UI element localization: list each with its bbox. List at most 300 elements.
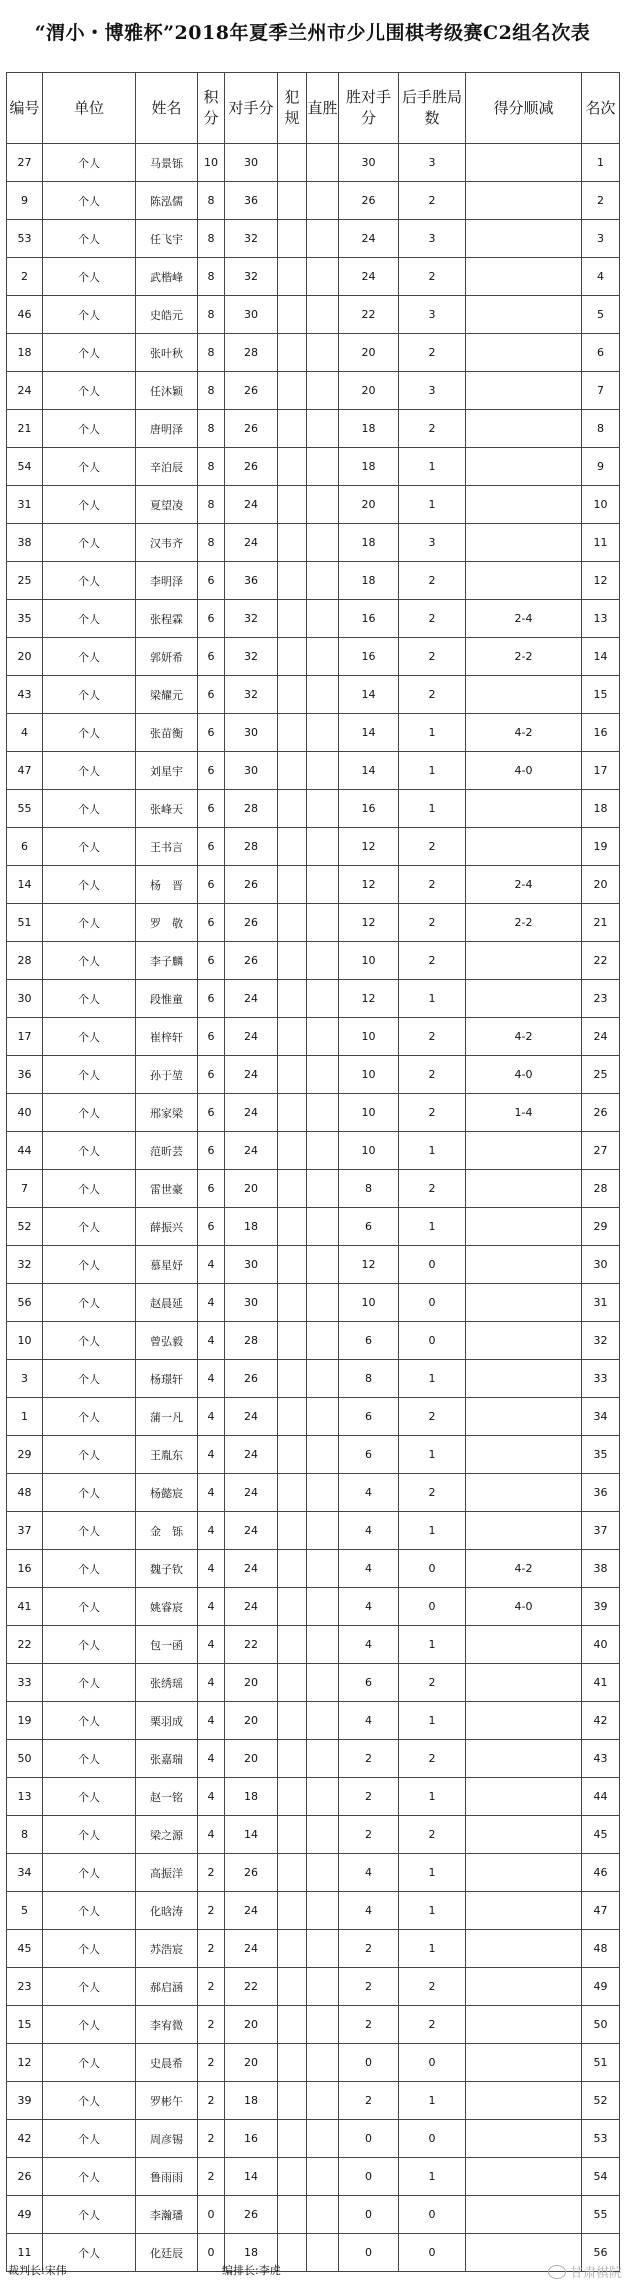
table-cell	[278, 600, 307, 638]
table-cell: 50	[7, 1740, 43, 1778]
table-cell	[278, 676, 307, 714]
table-cell: 20	[339, 486, 399, 524]
table-cell: 6	[198, 904, 225, 942]
table-cell: 6	[339, 1398, 399, 1436]
table-cell: 41	[582, 1664, 620, 1702]
table-cell: 2	[399, 942, 466, 980]
table-cell: 6	[198, 562, 225, 600]
table-cell	[278, 144, 307, 182]
table-cell: 赵一铭	[136, 1778, 198, 1816]
table-cell: 50	[582, 2006, 620, 2044]
table-cell: 17	[7, 1018, 43, 1056]
table-cell: 个人	[43, 334, 136, 372]
table-cell: 3	[399, 144, 466, 182]
table-cell: 姚睿宸	[136, 1588, 198, 1626]
table-cell: 8	[198, 524, 225, 562]
table-cell	[466, 1626, 582, 1664]
table-cell	[307, 2158, 339, 2196]
table-cell	[307, 1550, 339, 1588]
table-cell	[278, 1930, 307, 1968]
table-cell: 20	[339, 334, 399, 372]
wechat-icon	[548, 2265, 566, 2279]
table-cell	[278, 258, 307, 296]
table-row	[7, 1778, 620, 1816]
table-cell	[278, 1892, 307, 1930]
table-cell: 2	[399, 600, 466, 638]
table-cell: 孙于堃	[136, 1056, 198, 1094]
table-row	[7, 372, 620, 410]
table-cell	[307, 1816, 339, 1854]
table-cell: 25	[582, 1056, 620, 1094]
table-cell: 7	[582, 372, 620, 410]
table-cell	[307, 1740, 339, 1778]
table-row	[7, 2082, 620, 2120]
table-cell: 53	[7, 220, 43, 258]
table-cell: 32	[225, 676, 278, 714]
table-cell: 2	[399, 410, 466, 448]
table-cell: 个人	[43, 714, 136, 752]
table-cell	[307, 1512, 339, 1550]
table-cell: 个人	[43, 562, 136, 600]
table-cell	[466, 1360, 582, 1398]
table-cell	[307, 372, 339, 410]
table-cell: 个人	[43, 752, 136, 790]
table-cell: 6	[339, 1436, 399, 1474]
table-cell: 1	[399, 1854, 466, 1892]
table-cell: 2	[339, 1740, 399, 1778]
table-cell: 1	[399, 790, 466, 828]
table-cell: 14	[339, 714, 399, 752]
table-cell: 个人	[43, 980, 136, 1018]
table-cell: 4	[339, 1474, 399, 1512]
table-cell: 24	[225, 486, 278, 524]
table-cell: 24	[225, 1588, 278, 1626]
table-cell: 杨 晋	[136, 866, 198, 904]
table-cell: 苏浩宸	[136, 1930, 198, 1968]
table-cell: 0	[339, 2234, 399, 2272]
table-cell: 4	[198, 1322, 225, 1360]
table-row	[7, 1930, 620, 1968]
table-cell	[278, 2006, 307, 2044]
table-cell: 32	[225, 600, 278, 638]
table-cell: 23	[582, 980, 620, 1018]
table-cell: 26	[339, 182, 399, 220]
table-cell: 41	[7, 1588, 43, 1626]
table-cell	[307, 448, 339, 486]
table-cell: 4	[198, 1740, 225, 1778]
table-row	[7, 1512, 620, 1550]
table-cell	[307, 828, 339, 866]
table-cell: 2	[198, 2006, 225, 2044]
table-row	[7, 562, 620, 600]
table-cell	[466, 220, 582, 258]
table-cell: 24	[225, 1436, 278, 1474]
table-cell	[278, 638, 307, 676]
table-cell: 夏望凌	[136, 486, 198, 524]
table-cell: 2	[399, 1398, 466, 1436]
table-cell: 8	[198, 334, 225, 372]
table-cell: 24	[225, 1056, 278, 1094]
table-cell: 1	[399, 1892, 466, 1930]
table-cell: 个人	[43, 1740, 136, 1778]
table-cell: 16	[339, 638, 399, 676]
table-cell: 2	[399, 1816, 466, 1854]
table-cell	[278, 1056, 307, 1094]
table-cell: 13	[7, 1778, 43, 1816]
table-cell	[278, 1284, 307, 1322]
table-cell	[307, 1588, 339, 1626]
table-cell: 0	[399, 2234, 466, 2272]
table-cell	[278, 334, 307, 372]
table-cell: 2	[198, 1968, 225, 2006]
table-cell: 2	[399, 1018, 466, 1056]
table-cell	[278, 1740, 307, 1778]
table-cell: 2	[399, 1664, 466, 1702]
table-cell: 个人	[43, 2158, 136, 2196]
table-cell	[278, 2044, 307, 2082]
table-cell	[307, 1246, 339, 1284]
table-cell: 个人	[43, 524, 136, 562]
table-cell: 2	[399, 2006, 466, 2044]
table-cell: 2	[399, 904, 466, 942]
table-cell: 史皓元	[136, 296, 198, 334]
table-cell	[466, 1968, 582, 2006]
table-cell: 24	[225, 1474, 278, 1512]
table-row	[7, 2234, 620, 2272]
table-cell: 19	[7, 1702, 43, 1740]
table-cell: 个人	[43, 1550, 136, 1588]
table-cell: 32	[225, 258, 278, 296]
table-cell	[307, 1284, 339, 1322]
table-cell: 2	[339, 1778, 399, 1816]
table-cell: 2	[399, 1056, 466, 1094]
table-cell	[278, 1132, 307, 1170]
table-cell: 4-0	[466, 1056, 582, 1094]
table-cell: 30	[225, 714, 278, 752]
table-cell	[278, 714, 307, 752]
table-cell: 8	[339, 1360, 399, 1398]
table-cell: 1	[399, 714, 466, 752]
table-cell: 21	[582, 904, 620, 942]
table-cell: 1	[399, 2082, 466, 2120]
table-cell	[307, 1018, 339, 1056]
table-cell: 26	[582, 1094, 620, 1132]
table-cell	[466, 2158, 582, 2196]
table-cell: 郭妍希	[136, 638, 198, 676]
table-cell: 邢家梁	[136, 1094, 198, 1132]
table-cell: 个人	[43, 1474, 136, 1512]
table-cell: 14	[582, 638, 620, 676]
table-cell	[278, 220, 307, 258]
table-cell: 6	[198, 1208, 225, 1246]
table-cell: 4	[198, 1436, 225, 1474]
table-cell: 蒲一凡	[136, 1398, 198, 1436]
table-cell: 5	[7, 1892, 43, 1930]
table-cell: 6	[198, 600, 225, 638]
table-cell: 2	[399, 1968, 466, 2006]
table-cell: 1	[7, 1398, 43, 1436]
table-row	[7, 1170, 620, 1208]
table-cell: 9	[582, 448, 620, 486]
table-row	[7, 220, 620, 258]
table-cell: 2-4	[466, 600, 582, 638]
table-cell: 武楷峰	[136, 258, 198, 296]
table-cell: 个人	[43, 182, 136, 220]
table-cell: 1	[399, 1132, 466, 1170]
table-cell: 24	[225, 1892, 278, 1930]
table-cell: 3	[399, 372, 466, 410]
table-cell	[307, 638, 339, 676]
table-cell: 27	[7, 144, 43, 182]
table-cell: 2	[399, 334, 466, 372]
table-cell: 6	[198, 752, 225, 790]
table-cell	[466, 448, 582, 486]
table-cell: 个人	[43, 1664, 136, 1702]
table-cell: 20	[225, 1740, 278, 1778]
referee-label: 裁判长:宋伟	[8, 2264, 67, 2277]
table-cell: 20	[339, 372, 399, 410]
table-cell: 4	[198, 1550, 225, 1588]
table-cell	[307, 714, 339, 752]
table-row	[7, 1436, 620, 1474]
table-cell	[278, 1246, 307, 1284]
table-cell	[466, 1322, 582, 1360]
table-cell: 个人	[43, 790, 136, 828]
table-cell: 6	[198, 790, 225, 828]
table-cell: 35	[7, 600, 43, 638]
table-cell: 12	[339, 866, 399, 904]
table-cell: 22	[225, 1968, 278, 2006]
table-cell: 38	[7, 524, 43, 562]
table-cell: 6	[339, 1664, 399, 1702]
table-cell: 28	[225, 334, 278, 372]
table-cell	[466, 1284, 582, 1322]
table-cell: 31	[7, 486, 43, 524]
table-cell: 42	[7, 2120, 43, 2158]
table-cell	[307, 2006, 339, 2044]
table-cell: 4	[198, 1246, 225, 1284]
table-cell: 34	[7, 1854, 43, 1892]
table-cell: 18	[7, 334, 43, 372]
table-cell: 梁耀元	[136, 676, 198, 714]
table-cell: 0	[339, 2196, 399, 2234]
table-row	[7, 2196, 620, 2234]
table-cell: 26	[225, 1360, 278, 1398]
table-cell: 38	[582, 1550, 620, 1588]
table-cell: 26	[225, 1854, 278, 1892]
table-row	[7, 980, 620, 1018]
table-cell: 2	[399, 562, 466, 600]
table-cell: 化晗涛	[136, 1892, 198, 1930]
table-cell: 20	[225, 1170, 278, 1208]
column-header: 犯规	[278, 73, 307, 144]
table-cell: 个人	[43, 1512, 136, 1550]
arranger-label: 编排长:李虎	[222, 2264, 281, 2277]
table-cell: 28	[7, 942, 43, 980]
table-cell: 24	[7, 372, 43, 410]
table-cell	[278, 486, 307, 524]
table-cell	[307, 2120, 339, 2158]
table-cell: 33	[7, 1664, 43, 1702]
table-cell	[466, 562, 582, 600]
table-cell: 王胤东	[136, 1436, 198, 1474]
table-cell: 32	[582, 1322, 620, 1360]
table-row	[7, 144, 620, 182]
table-cell: 4-0	[466, 752, 582, 790]
table-cell: 3	[582, 220, 620, 258]
table-cell: 汉韦齐	[136, 524, 198, 562]
table-cell: 6	[198, 980, 225, 1018]
table-cell: 24	[225, 524, 278, 562]
table-cell: 1	[399, 1930, 466, 1968]
table-cell: 个人	[43, 296, 136, 334]
table-cell: 个人	[43, 1284, 136, 1322]
table-cell: 54	[7, 448, 43, 486]
table-cell	[278, 904, 307, 942]
table-cell: 4	[198, 1588, 225, 1626]
table-row	[7, 410, 620, 448]
table-cell	[278, 1626, 307, 1664]
table-cell: 25	[7, 562, 43, 600]
table-cell	[466, 676, 582, 714]
table-cell: 2	[198, 2082, 225, 2120]
table-cell: 4	[198, 1816, 225, 1854]
table-cell: 1	[399, 1360, 466, 1398]
table-cell: 个人	[43, 1246, 136, 1284]
table-cell: 14	[339, 676, 399, 714]
table-cell	[278, 1664, 307, 1702]
table-cell: 4	[582, 258, 620, 296]
table-cell	[307, 2234, 339, 2272]
table-cell: 1	[399, 2158, 466, 2196]
table-cell: 2	[339, 1968, 399, 2006]
table-cell: 36	[225, 562, 278, 600]
table-cell	[278, 790, 307, 828]
table-cell: 39	[582, 1588, 620, 1626]
table-cell: 53	[582, 2120, 620, 2158]
table-cell	[307, 524, 339, 562]
table-cell	[278, 2234, 307, 2272]
table-cell	[466, 1246, 582, 1284]
table-cell	[278, 2120, 307, 2158]
table-cell: 44	[7, 1132, 43, 1170]
table-cell: 24	[582, 1018, 620, 1056]
table-cell	[307, 1322, 339, 1360]
table-cell: 个人	[43, 1626, 136, 1664]
table-cell: 魏子钦	[136, 1550, 198, 1588]
table-cell	[466, 410, 582, 448]
table-cell	[307, 1436, 339, 1474]
table-cell: 8	[198, 220, 225, 258]
table-cell	[466, 1512, 582, 1550]
table-cell: 33	[582, 1360, 620, 1398]
table-cell: 6	[198, 942, 225, 980]
table-cell: 36	[225, 182, 278, 220]
table-cell	[466, 2196, 582, 2234]
table-cell: 4	[198, 1398, 225, 1436]
table-cell: 24	[339, 258, 399, 296]
table-cell: 0	[339, 2120, 399, 2158]
table-cell: 任飞宇	[136, 220, 198, 258]
table-cell	[307, 790, 339, 828]
table-cell: 8	[198, 296, 225, 334]
table-cell: 10	[339, 1056, 399, 1094]
table-cell: 个人	[43, 1398, 136, 1436]
table-cell	[278, 182, 307, 220]
table-cell: 个人	[43, 676, 136, 714]
table-cell: 辛泊辰	[136, 448, 198, 486]
table-cell	[466, 2082, 582, 2120]
table-cell: 任沐颖	[136, 372, 198, 410]
table-cell: 0	[399, 2120, 466, 2158]
table-cell: 43	[7, 676, 43, 714]
table-row	[7, 486, 620, 524]
table-cell: 48	[7, 1474, 43, 1512]
table-cell: 29	[7, 1436, 43, 1474]
table-cell	[307, 866, 339, 904]
table-cell: 化廷辰	[136, 2234, 198, 2272]
table-cell: 0	[339, 2044, 399, 2082]
table-cell: 梁之源	[136, 1816, 198, 1854]
table-cell: 8	[198, 410, 225, 448]
table-cell: 1	[399, 1626, 466, 1664]
table-cell: 24	[225, 1930, 278, 1968]
table-cell	[466, 372, 582, 410]
table-cell: 个人	[43, 1778, 136, 1816]
table-cell	[278, 866, 307, 904]
table-cell: 32	[7, 1246, 43, 1284]
table-row	[7, 1892, 620, 1930]
table-cell: 22	[582, 942, 620, 980]
table-cell: 47	[7, 752, 43, 790]
table-row	[7, 2120, 620, 2158]
table-cell: 16	[582, 714, 620, 752]
table-cell: 10	[339, 1094, 399, 1132]
table-cell: 罗 敬	[136, 904, 198, 942]
table-cell: 1	[582, 144, 620, 182]
table-row	[7, 1056, 620, 1094]
table-cell: 张峰天	[136, 790, 198, 828]
table-cell: 27	[582, 1132, 620, 1170]
table-row	[7, 1816, 620, 1854]
table-cell: 30	[7, 980, 43, 1018]
table-cell	[307, 1892, 339, 1930]
table-cell: 12	[7, 2044, 43, 2082]
table-cell	[466, 1664, 582, 1702]
table-cell	[278, 1512, 307, 1550]
table-cell: 4	[339, 1702, 399, 1740]
table-cell: 个人	[43, 486, 136, 524]
page-title: “渭小・博雅杯”2018年夏季兰州市少儿围棋考级赛C2组名次表	[34, 22, 591, 44]
table-row	[7, 1398, 620, 1436]
table-cell: 24	[339, 220, 399, 258]
table-cell: 55	[582, 2196, 620, 2234]
table-cell: 14	[225, 2158, 278, 2196]
table-cell: 崔梓轩	[136, 1018, 198, 1056]
table-cell	[307, 2082, 339, 2120]
table-cell: 1	[399, 1436, 466, 1474]
table-cell: 个人	[43, 1170, 136, 1208]
table-row	[7, 296, 620, 334]
table-cell: 王书言	[136, 828, 198, 866]
table-cell: 2	[198, 2044, 225, 2082]
table-cell: 0	[399, 2044, 466, 2082]
table-cell: 唐明泽	[136, 410, 198, 448]
table-cell: 6	[198, 714, 225, 752]
table-cell: 4	[198, 1284, 225, 1322]
table-cell: 4	[198, 1664, 225, 1702]
table-cell: 18	[225, 2082, 278, 2120]
